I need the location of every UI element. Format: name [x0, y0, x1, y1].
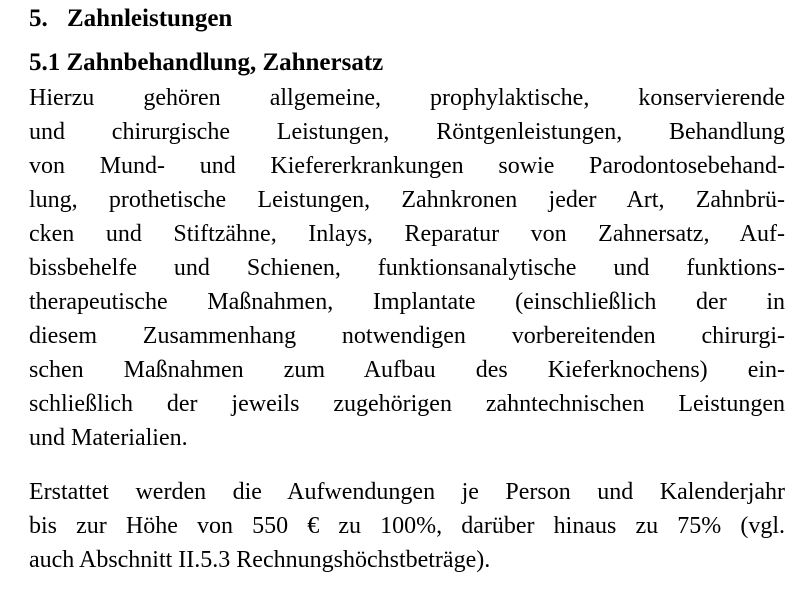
text-line: auch Abschnitt II.5.3 Rechnungshöchstbeträge).	[29, 547, 491, 573]
text-line: lung, prothetische Leistungen, Zahnkronen jeder Art, Zahnbrü-	[29, 187, 785, 213]
text-line: diesem Zusammenhang notwendigen vorbereitenden chirurgi-	[29, 323, 785, 349]
subsection-heading: 5.1 Zahnbehandlung, Zahnersatz	[29, 49, 384, 76]
text-line: und chirurgische Leistungen, Röntgenleistungen, Behandlung	[29, 119, 785, 145]
section-number: 5.	[29, 5, 48, 32]
text-line: cken und Stiftzähne, Inlays, Reparatur von Zahnersatz, Auf-	[29, 221, 785, 247]
text-line: Erstattet werden die Aufwendungen je Person und Kalenderjahr	[29, 479, 785, 505]
text-line: bis zur Höhe von 550 € zu 100%, darüber hinaus zu 75% (vgl.	[29, 513, 785, 539]
paragraph-scope-of-benefits	[29, 81, 785, 455]
text-line: Hierzu gehören allgemeine, prophylaktische, konservierende	[29, 85, 785, 111]
text-line: therapeutische Maßnahmen, Implantate (einschließlich der in	[29, 289, 785, 315]
text-line: und Materialien.	[29, 425, 188, 451]
section-title: Zahnleistungen	[67, 5, 233, 32]
text-line: von Mund- und Kiefererkrankungen sowie Parodontosebehand-	[29, 153, 785, 179]
paragraph-reimbursement	[29, 475, 785, 577]
text-line: bissbehelfe und Schienen, funktionsanalytische und funktions-	[29, 255, 785, 281]
document-page	[29, 0, 785, 577]
text-line: schließlich der jeweils zugehörigen zahntechnischen Leistungen	[29, 391, 785, 417]
text-line: schen Maßnahmen zum Aufbau des Kieferknochens) ein-	[29, 357, 785, 383]
section-heading	[29, 3, 785, 35]
